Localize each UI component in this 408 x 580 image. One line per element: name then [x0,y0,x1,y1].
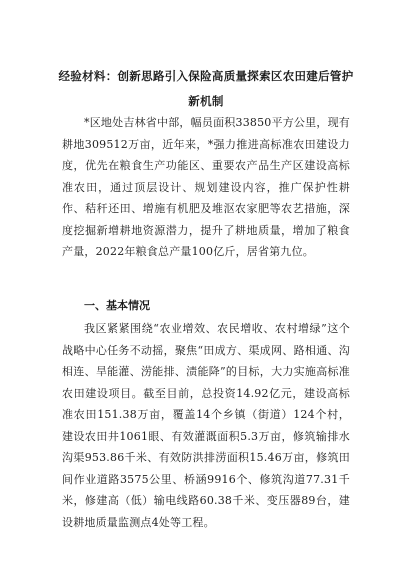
document-title: 经验材料：创新思路引入保险高质量探索区农田建后管护新机制 [58,69,354,108]
section-heading: 一、基本情况 [84,299,150,312]
intro-paragraph: *区地处吉林省中部，幅员面积33850平方公里，现有耕地309512万亩，近年来，*强力推进高标准农田建设力度，优先在粮食生产功能区、重要农产品生产区建设高标准农田，通过顶层设计、规划建设内容，推广保护性耕作、秸秆还田、增施有机肥及堆沤农家肥等农艺措施，深度挖掘新增耕地资源潜力，提升了耕地质量，增加了粮食产量，2022年粮食总产量100亿斤，居省第九位。 [62,116,350,258]
section-paragraph: 我区紧紧围绕“农业增效、农民增收、农村增绿”这个战略中心任务不动摇，聚焦“田成方、渠成网、路相通、沟相连、旱能灌、涝能排、渍能降”的目标，大力实施高标准农田建设项目。截至目前，总投资14.92亿元，建设高标准农田151.38万亩，覆盖14个乡镇（街道）124个村，建设农田井1061眼、有效灌溉面积5.3万亩，修筑输排水沟渠953.86千米、有效防洪排涝面积15.46万亩，修筑田间作业道路3575公里、桥涵9916个、修筑沟道77.31千米，修建高（低）输电线路60.38千米、变压器89台，建设耕地质量监测点4处等工程。 [62,322,350,529]
